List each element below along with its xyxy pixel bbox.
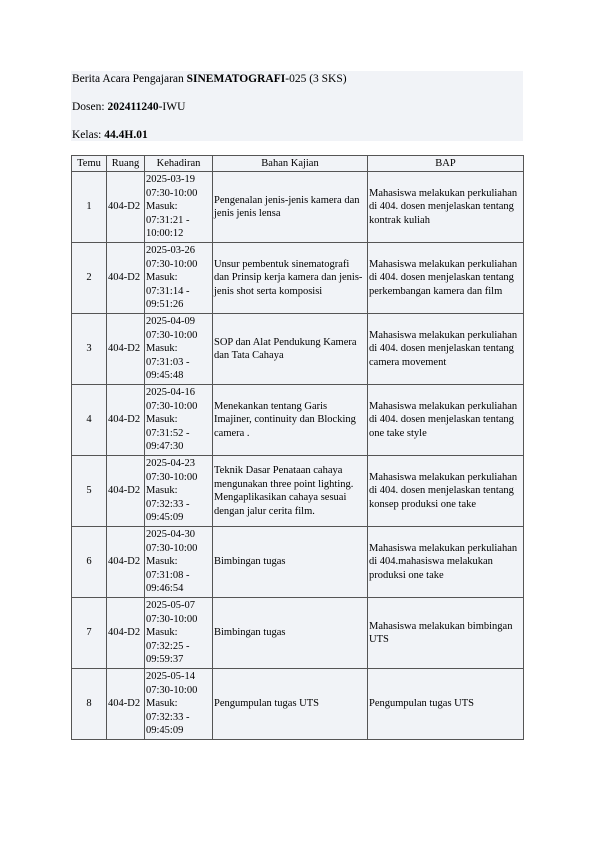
attendance-check-in: 07:32:33 - (146, 498, 190, 510)
meeting-number: 7 (72, 598, 107, 669)
attendance-schedule: 07:30-10:00 (146, 684, 198, 696)
attendance-check-out: 09:59:37 (146, 654, 184, 666)
attendance-date: 2025-04-30 (146, 529, 195, 541)
attendance-masuk-label: Masuk: (146, 556, 178, 568)
attendance-cell (145, 456, 213, 527)
attendance-check-in: 07:32:25 - (146, 640, 190, 652)
attendance-schedule: 07:30-10:00 (146, 187, 198, 199)
attendance-schedule: 07:30-10:00 (146, 542, 198, 554)
bap-cell: Mahasiswa melakukan perkuliahan di 404. dosen menjelaskan tentang one take style (368, 385, 524, 456)
attendance-schedule: 07:30-10:00 (146, 329, 198, 341)
attendance-cell (145, 314, 213, 385)
document-title (72, 72, 347, 86)
room-cell: 404-D2 (107, 385, 145, 456)
meeting-number: 4 (72, 385, 107, 456)
header-ruang: Ruang (107, 156, 145, 172)
attendance-check-in: 07:32:33 - (146, 711, 190, 723)
attendance-date: 2025-05-14 (146, 671, 195, 683)
meeting-number: 6 (72, 527, 107, 598)
attendance-cell (145, 385, 213, 456)
attendance-check-out: 10:00:12 (146, 228, 184, 240)
class-line (72, 128, 148, 142)
attendance-masuk-label: Masuk: (146, 272, 178, 284)
lecturer-suffix: -IWU (158, 101, 186, 113)
table-row (72, 172, 524, 243)
bap-table (71, 155, 524, 740)
room-cell: 404-D2 (107, 598, 145, 669)
table-row (72, 669, 524, 740)
bap-cell: Mahasiswa melakukan perkuliahan di 404. dosen menjelaskan tentang konsep produksi one take (368, 456, 524, 527)
attendance-cell (145, 598, 213, 669)
attendance-schedule: 07:30-10:00 (146, 613, 198, 625)
attendance-cell (145, 243, 213, 314)
meeting-number: 2 (72, 243, 107, 314)
class-value: 44.4H.01 (104, 129, 148, 141)
topic-cell: Pengenalan jenis-jenis kamera dan jenis jenis lensa (213, 172, 368, 243)
header-kehadiran: Kehadiran (145, 156, 213, 172)
topic-cell: Bimbingan tugas (213, 598, 368, 669)
table-header-row (72, 156, 524, 172)
table-row (72, 527, 524, 598)
attendance-check-out: 09:45:48 (146, 370, 184, 382)
class-label: Kelas: (72, 129, 105, 141)
attendance-masuk-label: Masuk: (146, 698, 178, 710)
room-cell: 404-D2 (107, 314, 145, 385)
lecturer-label: Dosen: (72, 101, 108, 113)
topic-cell: Teknik Dasar Penataan cahaya mengunakan three point lighting. Mengaplikasikan cahaya sesuai dengan jalur cerita film. (213, 456, 368, 527)
attendance-date: 2025-03-26 (146, 245, 195, 257)
table-row (72, 243, 524, 314)
attendance-check-out: 09:47:30 (146, 441, 184, 453)
table-row (72, 314, 524, 385)
header-temu: Temu (72, 156, 107, 172)
room-cell: 404-D2 (107, 243, 145, 314)
attendance-check-in: 07:31:08 - (146, 569, 190, 581)
attendance-masuk-label: Masuk: (146, 414, 178, 426)
bap-cell: Mahasiswa melakukan bimbingan UTS (368, 598, 524, 669)
topic-cell: Menekankan tentang Garis Imajiner, continuity dan Blocking camera . (213, 385, 368, 456)
attendance-check-out: 09:45:09 (146, 725, 184, 737)
course-name: SINEMATOGRAFI (186, 73, 286, 85)
room-cell: 404-D2 (107, 456, 145, 527)
attendance-check-out: 09:45:09 (146, 512, 184, 524)
attendance-date: 2025-03-19 (146, 174, 195, 186)
header-bap: BAP (368, 156, 524, 172)
attendance-check-in: 07:31:14 - (146, 285, 190, 297)
table-row (72, 456, 524, 527)
attendance-check-out: 09:46:54 (146, 583, 184, 595)
lecturer-id: 202411240 (107, 101, 159, 113)
bap-cell: Mahasiswa melakukan perkuliahan di 404. dosen menjelaskan tentang perkembangan kamera dan film (368, 243, 524, 314)
topic-cell: Bimbingan tugas (213, 527, 368, 598)
attendance-date: 2025-04-16 (146, 387, 195, 399)
title-suffix: -025 (3 SKS) (285, 73, 347, 85)
attendance-masuk-label: Masuk: (146, 343, 178, 355)
attendance-cell (145, 669, 213, 740)
attendance-cell (145, 172, 213, 243)
attendance-masuk-label: Masuk: (146, 485, 178, 497)
topic-cell: SOP dan Alat Pendukung Kamera dan Tata Cahaya (213, 314, 368, 385)
bap-cell: Mahasiswa melakukan perkuliahan di 404.mahasiswa melakukan produksi one take (368, 527, 524, 598)
meeting-number: 5 (72, 456, 107, 527)
meeting-number: 8 (72, 669, 107, 740)
attendance-date: 2025-05-07 (146, 600, 195, 612)
room-cell: 404-D2 (107, 669, 145, 740)
room-cell: 404-D2 (107, 527, 145, 598)
bap-cell: Mahasiswa melakukan perkuliahan di 404. dosen menjelaskan tentang camera movement (368, 314, 524, 385)
bap-cell: Pengumpulan tugas UTS (368, 669, 524, 740)
header-bahan-kajian: Bahan Kajian (213, 156, 368, 172)
attendance-check-in: 07:31:21 - (146, 214, 190, 226)
attendance-masuk-label: Masuk: (146, 627, 178, 639)
topic-cell: Pengumpulan tugas UTS (213, 669, 368, 740)
table-row (72, 598, 524, 669)
meeting-number: 1 (72, 172, 107, 243)
bap-cell: Mahasiswa melakukan perkuliahan di 404. dosen menjelaskan tentang kontrak kuliah (368, 172, 524, 243)
topic-cell: Unsur pembentuk sinematografi dan Prinsip kerja kamera dan jenis-jenis shot serta komposisi (213, 243, 368, 314)
table-row (72, 385, 524, 456)
room-cell: 404-D2 (107, 172, 145, 243)
attendance-schedule: 07:30-10:00 (146, 471, 198, 483)
attendance-check-in: 07:31:03 - (146, 356, 190, 368)
lecturer-line (72, 100, 185, 114)
attendance-masuk-label: Masuk: (146, 201, 178, 213)
attendance-schedule: 07:30-10:00 (146, 258, 198, 270)
title-prefix: Berita Acara Pengajaran (72, 73, 187, 85)
attendance-date: 2025-04-23 (146, 458, 195, 470)
meeting-number: 3 (72, 314, 107, 385)
attendance-schedule: 07:30-10:00 (146, 400, 198, 412)
attendance-check-in: 07:31:52 - (146, 427, 190, 439)
attendance-check-out: 09:51:26 (146, 299, 184, 311)
attendance-date: 2025-04-09 (146, 316, 195, 328)
attendance-cell (145, 527, 213, 598)
